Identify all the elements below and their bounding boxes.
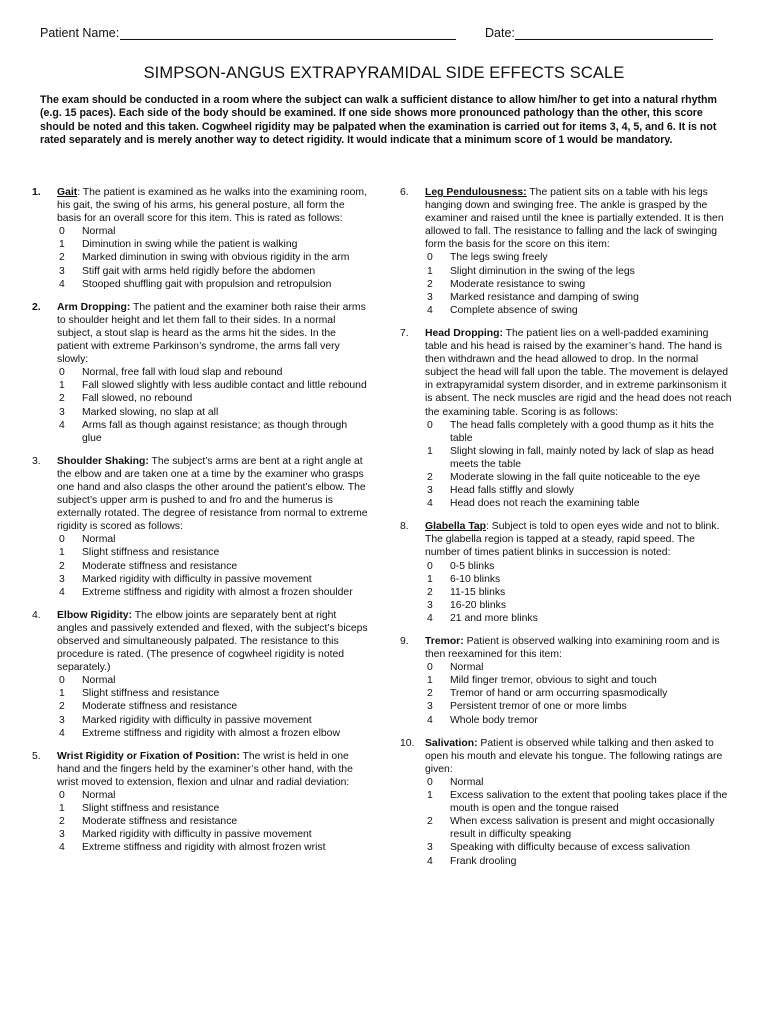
rating-option <box>57 265 368 278</box>
rating-option <box>425 674 732 687</box>
rating-value: 0 <box>59 675 65 687</box>
scale-item <box>400 327 732 510</box>
item-number: 10. <box>400 737 415 749</box>
rating-text: Fall slowed slightly with less audible contact and little rebound <box>82 380 367 392</box>
rating-option <box>425 573 732 586</box>
scale-item <box>32 609 368 740</box>
rating-value: 4 <box>427 714 433 726</box>
rating-text: The head falls completely with a good thump as it hits the table <box>450 419 714 444</box>
rating-value: 0 <box>59 534 65 546</box>
rating-value: 1 <box>59 380 65 392</box>
rating-text: Marked rigidity with difficulty in passive movement <box>82 714 312 726</box>
item-number: 6. <box>400 187 409 198</box>
right-column <box>400 186 732 878</box>
rating-option <box>57 419 368 445</box>
rating-value: 4 <box>59 842 65 854</box>
rating-text: 21 and more blinks <box>450 612 538 624</box>
patient-name-field[interactable] <box>120 39 456 40</box>
rating-option <box>57 225 368 238</box>
rating-value: 0 <box>427 252 433 264</box>
page-title: SIMPSON-ANGUS EXTRAPYRAMIDAL SIDE EFFECTS SCALE <box>143 64 625 82</box>
rating-option <box>425 855 732 868</box>
rating-option <box>425 484 732 497</box>
rating-value: 3 <box>59 573 65 585</box>
rating-value: 2 <box>59 701 65 713</box>
rating-text: Slight stiffness and resistance <box>82 688 220 700</box>
item-number: 8. <box>400 521 409 533</box>
item-heading: Salivation: <box>425 737 478 749</box>
rating-value: 2 <box>427 471 433 483</box>
rating-option <box>425 599 732 612</box>
item-description: The patient and the examiner both raise their arms to shoulder height and let them fall to their sides. In a normal subject, a stout slap is heard as the arms hit the sides. In the patient with extreme Parkinson’s syndrome, the arms fall very slowly: <box>57 301 366 366</box>
rating-text: Tremor of hand or arm occurring spasmodically <box>450 688 668 700</box>
item-description-block <box>425 327 732 419</box>
rating-text: Marked slowing, no slap at all <box>82 406 219 418</box>
patient-name-label: Patient Name: <box>40 26 120 40</box>
rating-value: 1 <box>427 790 433 802</box>
rating-option <box>425 661 732 674</box>
item-heading: Glabella Tap <box>425 521 487 533</box>
rating-option <box>425 700 732 713</box>
rating-text: Extreme stiffness and rigidity with almost a frozen elbow <box>82 727 340 739</box>
rating-option <box>57 789 368 802</box>
rating-option <box>425 304 732 317</box>
item-description: The elbow joints are separately bent at right angles and passively extended and flexed, with the subject’s biceps observed and simultaneously palpated. The resistance to this procedure is rated. (The presence of cogwheel rigidity is noted separately.) <box>57 609 368 674</box>
item-description-block <box>425 520 732 559</box>
rating-option <box>57 727 368 740</box>
rating-value: 1 <box>427 265 433 277</box>
rating-value: 2 <box>427 688 433 700</box>
rating-value: 3 <box>427 842 433 854</box>
rating-text: Normal <box>82 534 116 546</box>
rating-value: 1 <box>59 239 65 251</box>
scale-item <box>400 186 732 317</box>
rating-text: Frank drooling <box>450 855 517 867</box>
item-description-block <box>425 737 732 776</box>
rating-text: Normal <box>450 662 484 674</box>
rating-value: 0 <box>427 662 433 674</box>
rating-option <box>425 560 732 573</box>
rating-option <box>57 674 368 687</box>
rating-option <box>57 533 368 546</box>
rating-option <box>57 251 368 264</box>
rating-option <box>57 841 368 854</box>
scale-item <box>400 520 732 625</box>
scale-item <box>400 635 732 727</box>
rating-value: 2 <box>59 816 65 828</box>
rating-text: Normal <box>82 226 116 238</box>
rating-value: 2 <box>427 816 433 828</box>
item-heading: Arm Dropping: <box>57 301 131 313</box>
rating-option <box>57 392 368 405</box>
rating-text: Complete absence of swing <box>450 304 578 316</box>
rating-option <box>57 828 368 841</box>
item-description: Patient is observed while talking and then asked to open his mouth and elevate his tongue. The following ratings are given: <box>425 737 723 775</box>
rating-option <box>425 586 732 599</box>
rating-option <box>425 471 732 484</box>
rating-text: Fall slowed, no rebound <box>82 393 193 405</box>
rating-text: Persistent tremor of one or more limbs <box>450 701 627 713</box>
rating-value: 0 <box>59 367 65 379</box>
rating-text: Normal <box>450 776 484 788</box>
item-number: 5. <box>32 750 41 762</box>
item-number: 4. <box>32 609 41 621</box>
rating-option <box>57 560 368 573</box>
item-heading: Tremor: <box>425 636 464 647</box>
rating-value: 0 <box>59 790 65 802</box>
rating-text: Normal, free fall with loud slap and rebound <box>82 367 283 379</box>
rating-text: Normal <box>82 790 116 802</box>
left-column <box>32 186 368 865</box>
item-description-block <box>57 609 368 674</box>
rating-option <box>425 714 732 727</box>
rating-option <box>425 419 732 445</box>
rating-value: 1 <box>59 547 65 559</box>
rating-value: 4 <box>59 419 65 431</box>
rating-value: 4 <box>427 498 433 510</box>
item-number: 2. <box>32 301 41 313</box>
rating-option <box>425 815 732 841</box>
rating-option <box>57 278 368 291</box>
rating-text: 6-10 blinks <box>450 573 501 585</box>
rating-option <box>57 586 368 599</box>
rating-value: 3 <box>59 265 65 277</box>
rating-value: 3 <box>427 485 433 497</box>
rating-text: Slight stiffness and resistance <box>82 547 220 559</box>
item-heading: Shoulder Shaking: <box>57 455 149 467</box>
rating-text: Whole body tremor <box>450 714 538 726</box>
rating-text: Head falls stiffly and slowly <box>450 485 574 497</box>
item-heading: Wrist Rigidity or Fixation of Position: <box>57 750 240 762</box>
item-description: The wrist is held in one hand and the fingers held by the examiner’s other hand, with the wrist moved to extension, flexion and ulnar and radial deviation: <box>57 750 353 788</box>
item-number: 1. <box>32 187 41 198</box>
item-description-block <box>57 750 368 789</box>
rating-value: 0 <box>427 419 433 431</box>
rating-text: Extreme stiffness and rigidity with almost a frozen shoulder <box>82 586 353 598</box>
rating-option <box>57 406 368 419</box>
rating-option <box>425 612 732 625</box>
rating-option <box>425 841 732 854</box>
rating-value: 1 <box>427 675 433 687</box>
rating-option <box>425 445 732 471</box>
rating-text: Normal <box>82 675 116 687</box>
rating-value: 1 <box>59 688 65 700</box>
rating-option <box>425 497 732 510</box>
rating-value: 2 <box>427 278 433 290</box>
rating-value: 3 <box>59 714 65 726</box>
item-description-block <box>425 635 732 661</box>
item-description: Patient is observed walking into examining room and is then reexamined for this item: <box>425 636 720 661</box>
rating-option <box>425 251 732 264</box>
scale-item <box>32 455 368 599</box>
rating-text: Moderate stiffness and resistance <box>82 816 238 828</box>
rating-option <box>57 573 368 586</box>
rating-value: 0 <box>427 776 433 788</box>
rating-option <box>57 238 368 251</box>
item-description-block <box>57 186 368 225</box>
rating-value: 3 <box>427 291 433 303</box>
scale-item <box>32 186 368 291</box>
rating-option <box>425 265 732 278</box>
item-number: 3. <box>32 455 41 467</box>
scale-item <box>32 750 368 855</box>
patient-header <box>40 26 728 44</box>
rating-text: The legs swing freely <box>450 252 548 264</box>
rating-value: 3 <box>427 701 433 713</box>
rating-text: Excess salivation to the extent that pooling takes place if the mouth is open and the tongue raised <box>450 790 728 815</box>
rating-text: Mild finger tremor, obvious to sight and touch <box>450 675 657 687</box>
item-heading: Gait <box>57 187 78 198</box>
rating-value: 4 <box>427 612 433 624</box>
rating-value: 3 <box>59 829 65 841</box>
rating-option <box>425 291 732 304</box>
rating-value: 2 <box>59 560 65 572</box>
rating-value: 0 <box>59 226 65 238</box>
item-number: 7. <box>400 327 409 339</box>
rating-text: Moderate stiffness and resistance <box>82 701 238 713</box>
date-field[interactable] <box>515 39 713 40</box>
rating-option <box>57 546 368 559</box>
rating-value: 4 <box>59 586 65 598</box>
rating-option <box>57 379 368 392</box>
rating-value: 0 <box>427 560 433 572</box>
scale-item <box>400 737 732 868</box>
item-description-block <box>57 455 368 534</box>
rating-value: 2 <box>59 393 65 405</box>
rating-text: 11-15 blinks <box>450 586 506 598</box>
rating-option <box>425 687 732 700</box>
rating-option <box>57 802 368 815</box>
rating-text: Stiff gait with arms held rigidly before the abdomen <box>82 265 316 277</box>
item-description-block <box>425 186 732 251</box>
rating-value: 3 <box>427 599 433 611</box>
rating-value: 1 <box>427 573 433 585</box>
rating-value: 4 <box>59 278 65 290</box>
rating-text: When excess salivation is present and might occasionally result in difficulty speaking <box>450 816 715 841</box>
rating-option <box>425 278 732 291</box>
rating-option <box>57 815 368 828</box>
item-description: The patient sits on a table with his legs hanging down and swinging free. The ankle is grasped by the examiner and raised until the knee is partially extended. It is then allowed to fall. The resistance to falling and the lack of swinging form the basis for the score on this item: <box>425 187 724 251</box>
rating-text: Stooped shuffling gait with propulsion and retropulsion <box>82 278 332 290</box>
rating-option <box>57 366 368 379</box>
item-number: 9. <box>400 636 409 647</box>
scale-item <box>32 301 368 445</box>
rating-text: 0-5 blinks <box>450 560 495 572</box>
rating-value: 3 <box>59 406 65 418</box>
rating-text: Slight slowing in fall, mainly noted by lack of slap as head meets the table <box>450 445 714 470</box>
rating-value: 2 <box>59 252 65 264</box>
intro-paragraph: The exam should be conducted in a room where the subject can walk a sufficient distance to allow him/her to get into a natural rhythm (e.g. 15 paces). Each side of the body should be examined. If one side shows more pronounced pathology than the other, this score should be noted and this taken. Cogwheel rigidity may be palpated when the examination is carried out for items 3, 4, 5, and 6. It is not rated separately and is merely another way to detect rigidity. It would indicate that a minimum score of 1 would be mandatory. <box>40 94 717 146</box>
rating-text: Moderate resistance to swing <box>450 278 586 290</box>
rating-value: 4 <box>59 727 65 739</box>
rating-text: Diminution in swing while the patient is walking <box>82 239 298 251</box>
item-heading: Head Dropping: <box>425 327 503 339</box>
rating-text: Head does not reach the examining table <box>450 498 640 510</box>
rating-value: 2 <box>427 586 433 598</box>
rating-text: Marked resistance and damping of swing <box>450 291 639 303</box>
rating-text: Marked rigidity with difficulty in passive movement <box>82 829 312 841</box>
rating-option <box>57 687 368 700</box>
date-label: Date: <box>485 26 515 40</box>
rating-option <box>425 776 732 789</box>
rating-value: 4 <box>427 304 433 316</box>
rating-option <box>425 789 732 815</box>
rating-text: Slight stiffness and resistance <box>82 803 220 815</box>
rating-text: Arms fall as though against resistance; as though through glue <box>82 419 348 444</box>
rating-text: Marked rigidity with difficulty in passive movement <box>82 573 312 585</box>
item-description: : Subject is told to open eyes wide and not to blink. The glabella region is tapped at a steady, rapid speed. The number of times patient blinks in succession is noted: <box>425 521 720 559</box>
rating-option <box>57 700 368 713</box>
rating-text: Moderate slowing in the fall quite noticeable to the eye <box>450 471 701 483</box>
rating-value: 4 <box>427 855 433 867</box>
rating-text: Moderate stiffness and resistance <box>82 560 238 572</box>
item-heading: Elbow Rigidity: <box>57 609 133 621</box>
item-heading: Leg Pendulousness: <box>425 187 527 198</box>
rating-value: 1 <box>427 445 433 457</box>
item-description: The subject’s arms are bent at a right angle at the elbow and are taken one at a time by the examiner who grasps one hand and also clasps the other around the patient’s elbow. The subject’s upper arm is pushed to and fro and the humerus is externally rotated. The degree of resistance from normal to extreme rigidity is scored as follows: <box>57 455 368 533</box>
rating-text: 16-20 blinks <box>450 599 507 611</box>
rating-text: Slight diminution in the swing of the legs <box>450 265 635 277</box>
item-description-block <box>57 301 368 366</box>
rating-value: 1 <box>59 803 65 815</box>
rating-option <box>57 714 368 727</box>
item-description: The patient lies on a well-padded examining table and his head is raised by the examiner’s hand. The hand is then withdrawn and the head allowed to drop. In the normal subject the head will fall upon the table. The movement is delayed in extrapyramidal system disorder, and in extreme parkinsonism it is absent. The neck muscles are rigid and the head does not reach the examining table. Scoring is as follows: <box>425 327 732 418</box>
item-description: : The patient is examined as he walks into the examining room, his gait, the swing of his arms, his general posture, all form the basis for an overall score for this item. This is rated as follows: <box>57 187 367 225</box>
rating-text: Extreme stiffness and rigidity with almost frozen wrist <box>82 842 326 854</box>
rating-text: Speaking with difficulty because of excess salivation <box>450 842 691 854</box>
rating-text: Marked diminution in swing with obvious rigidity in the arm <box>82 252 350 264</box>
